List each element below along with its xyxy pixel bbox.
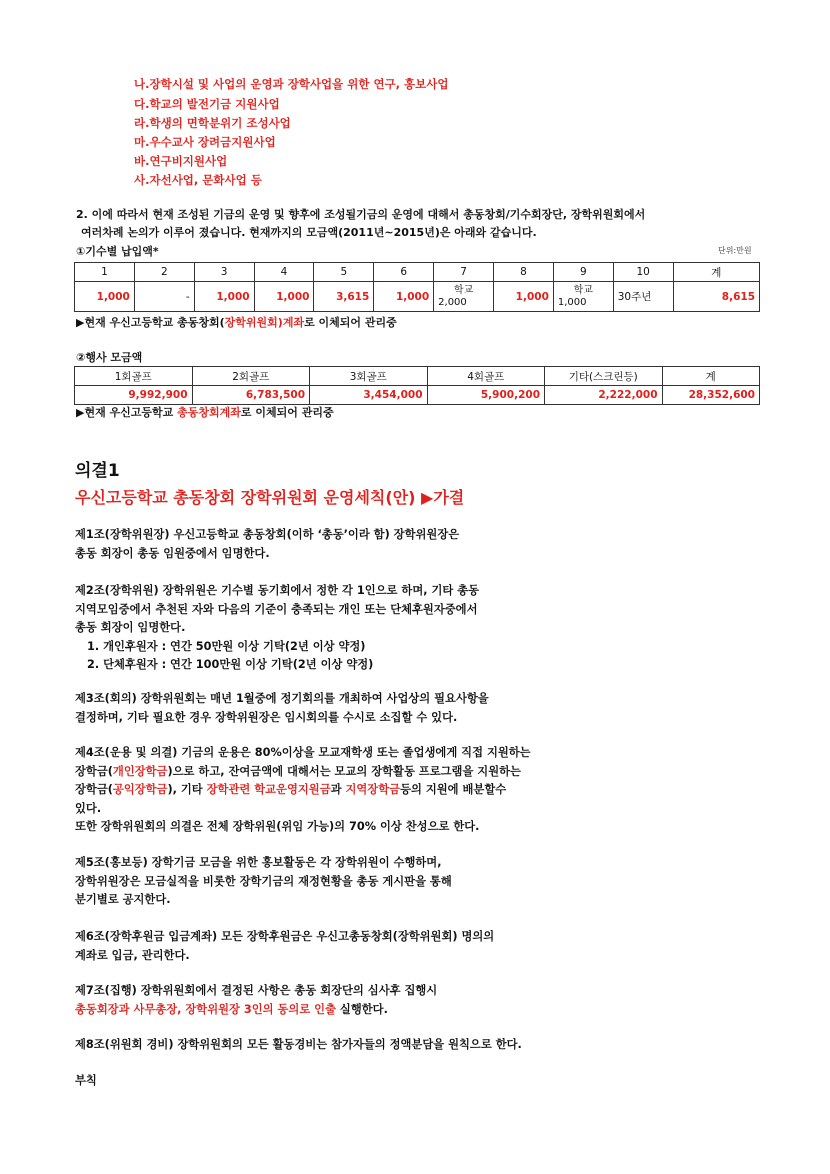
article-line: 장학위원장은 모금실적을 비롯한 장학기금의 재정현황을 총동 게시판을 통해 xyxy=(75,874,452,888)
resolution-title: 우신고등학교 총동창회 장학위원회 운영세칙(안) ▶가결 xyxy=(75,488,465,507)
table-header-cell: 계 xyxy=(662,367,760,386)
table-header-cell: 2 xyxy=(134,263,194,282)
table-header-cell: 6 xyxy=(374,263,434,282)
table-cell: 1,000 xyxy=(75,282,135,312)
table-header-row xyxy=(75,263,760,282)
table-header-cell: 계 xyxy=(673,263,759,282)
table-header-cell: 9 xyxy=(553,263,613,282)
cell-line: 2,000 xyxy=(438,296,467,308)
paragraph-line: 여러차례 논의가 이루어 졌습니다. 현재까지의 모금액(2011년~2015년)은 아래와 같습니다. xyxy=(81,226,537,239)
table-header-cell: 4회골프 xyxy=(427,367,545,386)
table-header-cell: 1 xyxy=(75,263,135,282)
article-line: 제6조(장학후원금 입금계좌) 모든 장학후원금은 우신고총동창회(장학위원회) 명의의 xyxy=(75,930,495,943)
article-1 xyxy=(75,526,459,563)
note-text: 로 이체되어 관리중 xyxy=(240,406,334,419)
table-cell: - xyxy=(134,282,194,312)
text-run: )으로 하고, 잔여금액에 대해서는 모교의 장학활동 프로그램을 지원하는 xyxy=(167,764,521,778)
contribution-table xyxy=(74,262,760,312)
article-line: 제7조(집행) 장학위원회에서 결정된 사항은 총동 회장단의 심사후 집행시 xyxy=(75,984,438,997)
table-cell: 1,000 xyxy=(254,282,314,312)
table1-caption: ①기수별 납입액* xyxy=(76,245,159,258)
table-header-cell: 3회골프 xyxy=(310,367,428,386)
table-cell: 6,783,500 xyxy=(192,386,310,405)
table-header-cell: 4 xyxy=(254,263,314,282)
article-5 xyxy=(75,854,452,910)
article-line: 제3조(회의) 장학위원회는 매년 1월중에 정기회의를 개최하여 사업상의 필요사항을 xyxy=(75,692,489,705)
table-row xyxy=(75,386,760,405)
unit-label: 단위:만원 xyxy=(718,246,752,255)
article-2 xyxy=(75,582,479,675)
cell-line: 학교 xyxy=(453,284,474,296)
article-line: 제5조(홍보등) 장학기금 모금을 위한 홍보활동은 각 장학위원이 수행하며, xyxy=(75,856,442,869)
table-cell: 28,352,600 xyxy=(662,386,760,405)
table1-note xyxy=(76,314,397,330)
article-4 xyxy=(75,744,531,837)
table-cell: 2,222,000 xyxy=(545,386,663,405)
table-header-cell: 5 xyxy=(314,263,374,282)
table-header-row xyxy=(75,367,760,386)
table-cell: 1,000 xyxy=(374,282,434,312)
highlight-run: 공익장학금 xyxy=(112,783,168,796)
table-cell: 30주년 xyxy=(613,282,673,312)
list-item: 나.장학시설 및 사업의 운영과 장학사업을 위한 연구, 홍보사업 xyxy=(134,77,449,91)
text-run: 장학금( xyxy=(75,783,113,796)
paragraph-line: 2. 이에 따라서 현재 조성된 기금의 운영 및 향후에 조성될기금의 운영에 대해서 총동창회/기수회장단, 장학위원회에서 xyxy=(76,208,646,221)
event-fund-table xyxy=(74,366,760,405)
text-run: 장학금( xyxy=(75,764,113,778)
table-cell: 8,615 xyxy=(673,282,759,312)
table-header-cell: 8 xyxy=(494,263,554,282)
table-row xyxy=(75,282,760,312)
table-cell xyxy=(434,282,494,312)
article-line: 1. 개인후원자 : 연간 50만원 이상 기탁(2년 이상 약정) xyxy=(87,639,366,653)
note-highlight: 장학위원회)계좌 xyxy=(224,316,305,329)
article-8: 제8조(위원회 경비) 장학위원회의 모든 활동경비는 참가자들의 정액분담을 원칙으로 한다. xyxy=(75,1038,522,1051)
highlight-run: 개인장학금 xyxy=(112,764,168,778)
article-line: 분기별로 공지한다. xyxy=(75,893,171,906)
table-cell: 1,000 xyxy=(494,282,554,312)
note-text: ▶현재 우신고등학교 총동창회( xyxy=(76,316,225,329)
table2-caption: ②행사 모금액 xyxy=(76,351,143,364)
list-item: 바.연구비지원사업 xyxy=(134,154,228,168)
table-cell: 3,615 xyxy=(314,282,374,312)
table2-note xyxy=(76,404,334,420)
article-7 xyxy=(75,982,437,1019)
table-header-cell: 7 xyxy=(434,263,494,282)
table-header-cell: 10 xyxy=(613,263,673,282)
text-run: 등의 지원에 배분할수 xyxy=(400,783,507,796)
article-line: 제4조(운용 및 의결) 기금의 운용은 80%이상을 모교재학생 또는 졸업생에게 직접 지원하는 xyxy=(75,746,531,759)
table-header-cell: 2회골프 xyxy=(192,367,310,386)
resolution-heading: 의결1 xyxy=(75,461,120,481)
article-line xyxy=(75,1001,437,1020)
article-line: 결정하며, 기타 필요한 경우 장학위원장은 임시회의를 수시로 소집할 수 있다. xyxy=(75,710,458,724)
table-header-cell: 기타(스크린등) xyxy=(545,367,663,386)
article-6 xyxy=(75,928,494,965)
note-highlight: 총동창회계좌 xyxy=(177,406,241,419)
article-line xyxy=(75,763,531,782)
article-line: 또한 장학위원회의 의결은 전체 장학위원(위임 가능)의 70% 이상 찬성으로 한다. xyxy=(75,820,480,833)
cell-line: 1,000 xyxy=(557,296,587,308)
list-item: 다.학교의 발전기금 지원사업 xyxy=(134,97,280,111)
article-line: 총동 회장이 임명한다. xyxy=(75,621,186,634)
note-text: 로 이체되어 관리중 xyxy=(304,316,397,329)
text-run: 과 xyxy=(330,783,346,796)
list-item: 마.우수교사 장려금지원사업 xyxy=(134,135,276,149)
article-line: 있다. xyxy=(75,801,102,815)
table-header-cell: 3 xyxy=(194,263,254,282)
table-cell: 9,992,900 xyxy=(75,386,193,405)
note-text: ▶현재 우신고등학교 xyxy=(76,406,178,419)
article-3 xyxy=(75,690,489,727)
article-line xyxy=(75,781,531,800)
cell-line: 학교 xyxy=(573,284,593,296)
list-item: 사.자선사업, 문화사업 등 xyxy=(134,173,262,187)
table-cell xyxy=(553,282,613,312)
article-line: 제2조(장학위원) 장학위원은 기수별 동기회에서 정한 각 1인으로 하며, 기타 총동 xyxy=(75,584,480,597)
table-cell: 3,454,000 xyxy=(310,386,428,405)
table-cell: 5,900,200 xyxy=(427,386,545,405)
highlight-run: 총동회장과 사무총장, 장학위원장 3인의 동의로 인출 xyxy=(75,1002,336,1016)
article-line: 제1조(장학위원장) 우신고등학교 총동창회(이하 ‘총동’이라 함) 장학위원장은 xyxy=(75,528,460,541)
list-item: 라.학생의 면학분위기 조성사업 xyxy=(134,116,291,130)
article-line: 지역모임중에서 추천된 자와 다음의 기준이 충족되는 개인 또는 단체후원자중에서 xyxy=(75,602,478,616)
article-line: 계좌로 입금, 관리한다. xyxy=(75,948,190,962)
highlight-run: 장학관련 학교운영지원금 xyxy=(206,783,331,796)
table-cell: 1,000 xyxy=(194,282,254,312)
table-header-cell: 1회골프 xyxy=(75,367,193,386)
highlight-run: 지역장학금 xyxy=(345,783,401,796)
article-line: 총동 회장이 총동 임원중에서 임명한다. xyxy=(75,546,270,560)
text-run: ), 기타 xyxy=(167,783,207,796)
text-run: 실행한다. xyxy=(336,1002,388,1016)
supplement-heading: 부칙 xyxy=(75,1074,97,1087)
article-line: 2. 단체후원자 : 연간 100만원 이상 기탁(2년 이상 약정) xyxy=(87,658,374,671)
